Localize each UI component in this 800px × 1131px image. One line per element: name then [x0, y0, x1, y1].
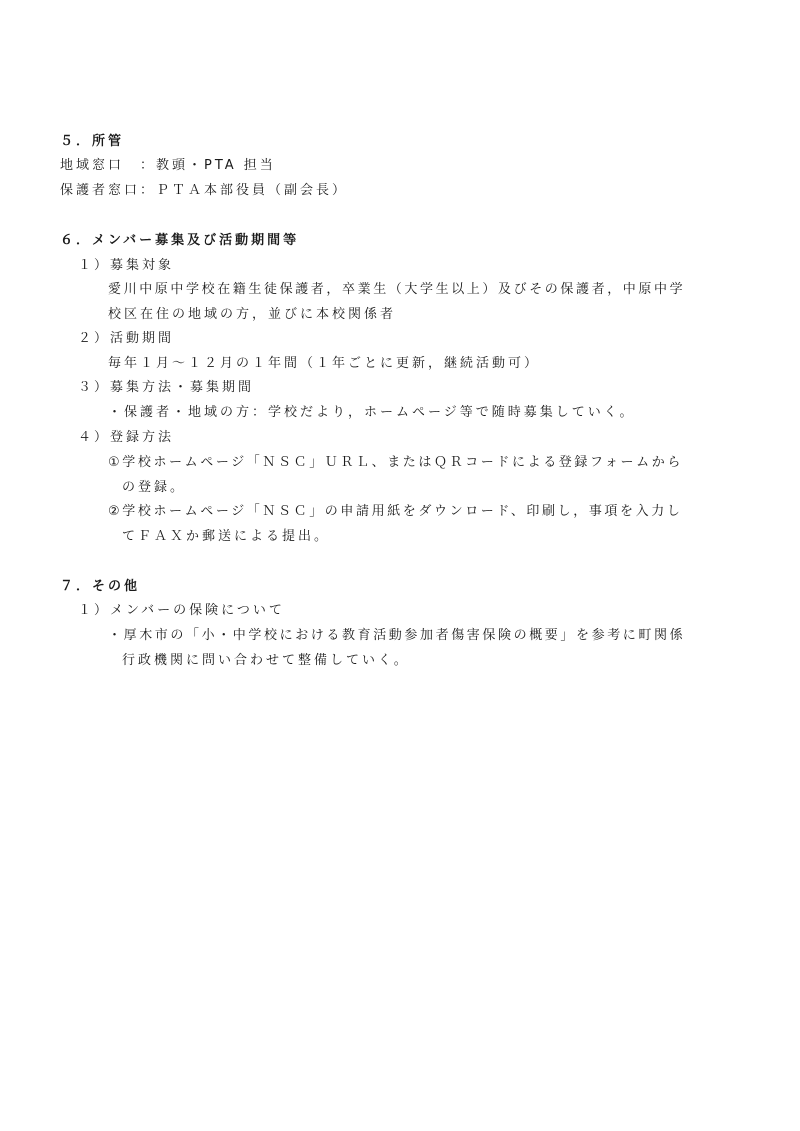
section-6-item-3-label: ３）募集方法・募集期間 — [78, 380, 255, 395]
section-6-item-4-method-a: ①学校ホームページ「ＮＳＣ」ＵＲＬ、またはＱＲコードによる登録フォームから — [108, 455, 683, 470]
section-6-item-1-text-cont: 校区在住の地域の方，並びに本校関係者 — [108, 307, 397, 322]
section-6-item-1-text: 愛川中原中学校在籍生徒保護者，卒業生（大学生以上）及びその保護者，中原中学 — [108, 282, 686, 297]
section-5-line-guardian: 保護者窓口：ＰＴＡ本部役員（副会長） — [60, 183, 349, 198]
section-7-item-1-label: １）メンバーの保険について — [78, 603, 285, 618]
section-6-item-4-method-b-cont: てＦＡＸか郵送による提出。 — [122, 529, 331, 544]
section-6-heading: ６．メンバー募集及び活動期間等 — [60, 233, 300, 248]
section-6-item-4-label: ４）登録方法 — [78, 430, 175, 445]
section-6-item-3-text: ・保護者・地域の方：学校だより，ホームページ等で随時募集していく。 — [108, 405, 636, 420]
section-5-heading: ５．所管 — [60, 134, 125, 149]
section-6-item-2-text: 毎年１月～１２月の１年間（１年ごとに更新，継続活動可） — [108, 356, 541, 371]
section-6-item-1-label: １）募集対象 — [78, 258, 175, 273]
section-7-heading: ７．その他 — [60, 579, 141, 594]
section-7-item-1-text: ・厚木市の「小・中学校における教育活動参加者傷害保険の概要」を参考に町関係 — [108, 628, 686, 643]
section-6-item-2-label: ２）活動期間 — [78, 331, 175, 346]
section-7-item-1-text-cont: 行政機関に問い合わせて整備していく。 — [122, 653, 410, 668]
section-5-line-local: 地域窓口 ：教頭・PTA 担当 — [60, 158, 276, 173]
section-6-item-4-method-b: ②学校ホームページ「ＮＳＣ」の申請用紙をダウンロード、印刷し，事項を入力し — [108, 504, 683, 519]
section-6-item-4-method-a-cont: の登録。 — [122, 480, 187, 495]
